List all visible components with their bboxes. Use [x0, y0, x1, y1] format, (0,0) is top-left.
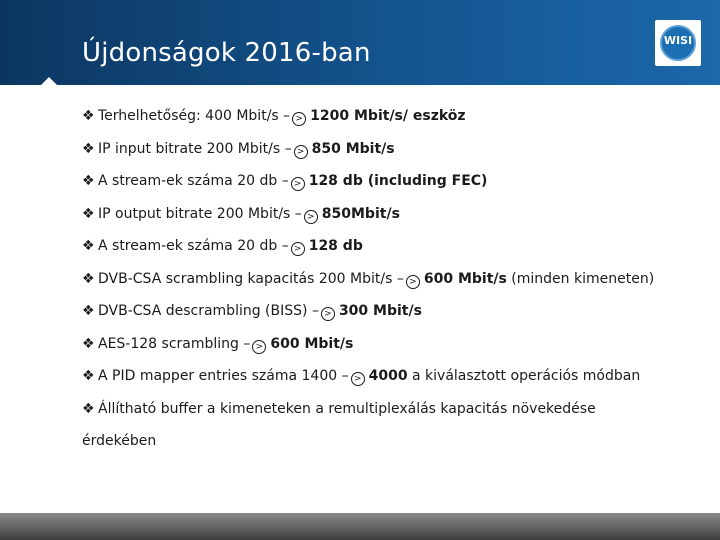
diamond-bullet-icon: ❖ — [82, 303, 95, 319]
bullet-item — [82, 295, 702, 328]
bullet-value: 600 Mbit/s — [423, 270, 507, 287]
diamond-bullet-icon: ❖ — [82, 108, 95, 124]
bullet-item — [82, 133, 702, 166]
arrow-right-icon: > — [291, 177, 305, 191]
bullet-value: 1200 Mbit/s/ eszköz — [310, 108, 466, 124]
arrow-right-icon: > — [351, 372, 365, 386]
bullet-item — [82, 328, 702, 361]
bullet-text: DVB-CSA descrambling (BISS) – — [98, 303, 319, 319]
slide-footer — [0, 513, 720, 540]
arrow-right-icon: > — [292, 112, 306, 126]
bullet-text: DVB-CSA scrambling kapacitás 200 Mbit/s – — [98, 270, 404, 287]
bullet-item — [82, 165, 702, 198]
diamond-bullet-icon: ❖ — [82, 140, 95, 157]
bullet-value: 600 Mbit/s — [270, 335, 354, 352]
diamond-bullet-icon: ❖ — [82, 368, 95, 384]
diamond-bullet-icon: ❖ — [82, 238, 95, 254]
arrow-right-icon: > — [304, 210, 318, 224]
diamond-bullet-icon: ❖ — [82, 400, 95, 417]
bullet-text: A stream-ek száma 20 db – — [98, 238, 289, 254]
bullet-text: IP output bitrate 200 Mbit/s – — [98, 205, 302, 222]
bullet-value: 128 db (including FEC) — [308, 173, 488, 189]
bullet-value: 850 Mbit/s — [311, 140, 395, 157]
slide-title: Újdonságok 2016-ban — [82, 38, 371, 68]
bullet-value: 300 Mbit/s — [338, 303, 422, 319]
diamond-bullet-icon: ❖ — [82, 205, 95, 222]
bullet-text: Állítható buffer a kimeneteken a remultiplexálás kapacitás növekedése — [98, 400, 596, 417]
logo-text: WISI — [663, 34, 693, 47]
header-notch — [40, 77, 58, 86]
bullet-item — [82, 198, 702, 231]
bullet-text: A stream-ek száma 20 db – — [98, 173, 289, 189]
bullet-value: 128 db — [308, 238, 363, 254]
bullet-item — [82, 263, 702, 296]
arrow-right-icon: > — [291, 242, 305, 256]
bullet-item — [82, 230, 702, 263]
diamond-bullet-icon: ❖ — [82, 173, 95, 189]
bullet-text: Terhelhetőség: 400 Mbit/s – — [98, 108, 291, 124]
arrow-right-icon: > — [294, 145, 308, 159]
bullet-item — [82, 360, 702, 393]
slide-header — [0, 0, 720, 85]
arrow-right-icon: > — [252, 340, 266, 354]
wisi-logo — [655, 20, 701, 66]
arrow-right-icon: > — [321, 307, 335, 321]
bullet-item — [82, 100, 702, 133]
bullet-text: AES-128 scrambling – — [98, 335, 251, 352]
diamond-bullet-icon: ❖ — [82, 335, 95, 352]
bullet-text: IP input bitrate 200 Mbit/s – — [98, 140, 292, 157]
bullet-value: 850Mbit/s — [321, 205, 400, 222]
bullet-note: (minden kimeneten) — [506, 270, 655, 287]
bullet-list — [82, 100, 702, 458]
bullet-note: a kiválasztott operációs módban — [407, 368, 641, 384]
bullet-continuation: érdekében — [82, 433, 157, 449]
diamond-bullet-icon: ❖ — [82, 270, 95, 287]
bullet-value: 4000 — [368, 368, 408, 384]
bullet-item — [82, 393, 702, 426]
arrow-right-icon: > — [406, 275, 420, 289]
bullet-text: A PID mapper entries száma 1400 – — [98, 368, 349, 384]
